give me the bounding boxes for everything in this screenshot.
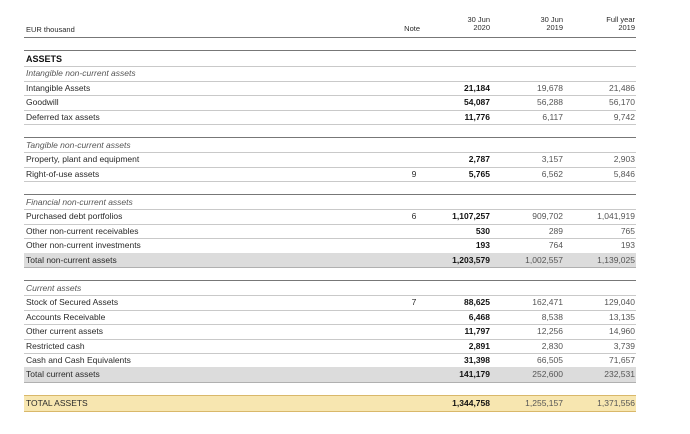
section-title: Current assets — [26, 283, 82, 293]
value-fy-2019: 193 — [620, 240, 635, 251]
table-row — [24, 238, 636, 253]
table-row — [24, 339, 636, 354]
total-2020: 141,179 — [459, 369, 490, 380]
row-label: Deferred tax assets — [26, 111, 100, 122]
row-label: Other non-current receivables — [26, 225, 139, 236]
value-2019: 2,830 — [541, 340, 563, 351]
value-2020: 530 — [475, 225, 490, 236]
unit-label: EUR thousand — [26, 25, 75, 34]
row-note: 6 — [411, 211, 417, 222]
value-2020: 54,087 — [464, 97, 490, 108]
value-2019: 19,678 — [537, 82, 563, 93]
value-2019: 56,288 — [537, 97, 563, 108]
value-fy-2019: 71,657 — [609, 355, 635, 365]
total-2020: 1,203,579 — [452, 254, 490, 265]
table-row — [24, 310, 636, 325]
total-2019: 1,002,557 — [525, 254, 563, 265]
section-title: Tangible non-current assets — [26, 140, 131, 150]
value-fy-2019: 129,040 — [604, 297, 635, 308]
table-row — [24, 295, 636, 310]
value-fy-2019: 5,846 — [613, 168, 635, 179]
row-label: Goodwill — [26, 97, 59, 108]
value-2019: 162,471 — [532, 297, 563, 308]
row-label: Intangible Assets — [26, 82, 91, 93]
table-row — [24, 81, 636, 96]
value-2020: 11,797 — [464, 326, 490, 337]
value-2019: 289 — [548, 225, 563, 236]
value-fy-2019: 56,170 — [609, 97, 635, 108]
col1-header-line1: 30 Jun — [467, 15, 490, 24]
value-fy-2019: 14,960 — [609, 326, 635, 337]
value-2020: 21,184 — [464, 82, 490, 93]
row-label: Right-of-use assets — [26, 168, 100, 179]
total-fy-2019: 232,531 — [604, 369, 635, 380]
section-title-row — [24, 281, 636, 296]
section-title: Intangible non-current assets — [26, 68, 136, 79]
col-header-fy-2019 — [585, 16, 635, 32]
row-label: Restricted cash — [26, 340, 85, 351]
value-fy-2019: 765 — [620, 225, 635, 236]
col-header-jun-2019 — [513, 16, 563, 32]
value-2019: 12,256 — [537, 326, 563, 337]
section-title-row — [24, 195, 636, 210]
value-2020: 6,468 — [468, 311, 490, 322]
col2-header-line2: 2019 — [546, 23, 563, 32]
value-fy-2019: 3,739 — [613, 340, 635, 351]
value-2019: 8,538 — [541, 311, 563, 322]
row-label: Other current assets — [26, 326, 104, 337]
value-2019: 6,562 — [541, 168, 563, 179]
section-divider — [24, 50, 636, 51]
table-row — [24, 167, 636, 182]
grand-total-label: TOTAL ASSETS — [26, 398, 88, 408]
col3-header-line2: 2019 — [618, 23, 635, 32]
total-2019: 252,600 — [532, 369, 563, 380]
value-2019: 909,702 — [532, 211, 563, 222]
header-divider — [24, 37, 636, 38]
value-fy-2019: 13,135 — [609, 311, 635, 322]
value-2020: 5,765 — [468, 168, 490, 179]
table-row — [24, 224, 636, 239]
value-fy-2019: 2,903 — [613, 154, 635, 165]
grand-total-2019: 1,255,157 — [525, 398, 563, 408]
value-fy-2019: 21,486 — [609, 82, 635, 93]
table-row — [24, 353, 636, 368]
col2-header-line1: 30 Jun — [540, 15, 563, 24]
assets-heading: ASSETS — [26, 54, 63, 64]
row-note: 7 — [411, 297, 417, 308]
assets-heading-row — [24, 52, 636, 67]
table-row — [24, 152, 636, 167]
table-row — [24, 110, 636, 125]
row-note: 9 — [411, 168, 417, 179]
row-label: Stock of Secured Assets — [26, 297, 119, 308]
table-row — [24, 209, 636, 224]
note-column-header: Note — [404, 24, 420, 33]
value-2020: 2,891 — [468, 340, 490, 351]
section-title-row — [24, 138, 636, 153]
grand-total-2020: 1,344,758 — [452, 398, 490, 408]
total-label: Total non-current assets — [26, 254, 117, 265]
row-label: Other non-current investments — [26, 240, 141, 251]
section-title: Financial non-current assets — [26, 197, 133, 207]
row-label: Purchased debt portfolios — [26, 211, 123, 222]
value-2020: 31,398 — [464, 355, 490, 365]
value-fy-2019: 1,041,919 — [597, 211, 635, 222]
value-2019: 6,117 — [542, 111, 563, 122]
value-fy-2019: 9,742 — [613, 111, 635, 122]
value-2019: 3,157 — [541, 154, 563, 165]
table-row — [24, 95, 636, 110]
value-2020: 2,787 — [468, 154, 490, 165]
grand-total-row — [24, 395, 636, 412]
row-label: Accounts Receivable — [26, 311, 106, 322]
col3-header-line1: Full year — [606, 15, 635, 24]
total-fy-2019: 1,139,025 — [597, 254, 635, 265]
value-2020: 88,625 — [464, 297, 490, 308]
value-2020: 11,776 — [464, 111, 490, 122]
col1-header-line2: 2020 — [473, 23, 490, 32]
row-label: Property, plant and equipment — [26, 154, 140, 165]
total-row — [24, 367, 636, 382]
value-2019: 66,505 — [537, 355, 563, 365]
value-2019: 764 — [548, 240, 563, 251]
row-label: Cash and Cash Equivalents — [26, 355, 131, 365]
total-label: Total current assets — [26, 369, 100, 380]
section-title-row — [24, 66, 636, 81]
table-row — [24, 324, 636, 339]
value-2020: 193 — [475, 240, 490, 251]
col-header-jun-2020 — [440, 16, 490, 32]
grand-total-fy-2019: 1,371,556 — [597, 398, 635, 408]
total-row — [24, 253, 636, 268]
value-2020: 1,107,257 — [452, 211, 490, 222]
